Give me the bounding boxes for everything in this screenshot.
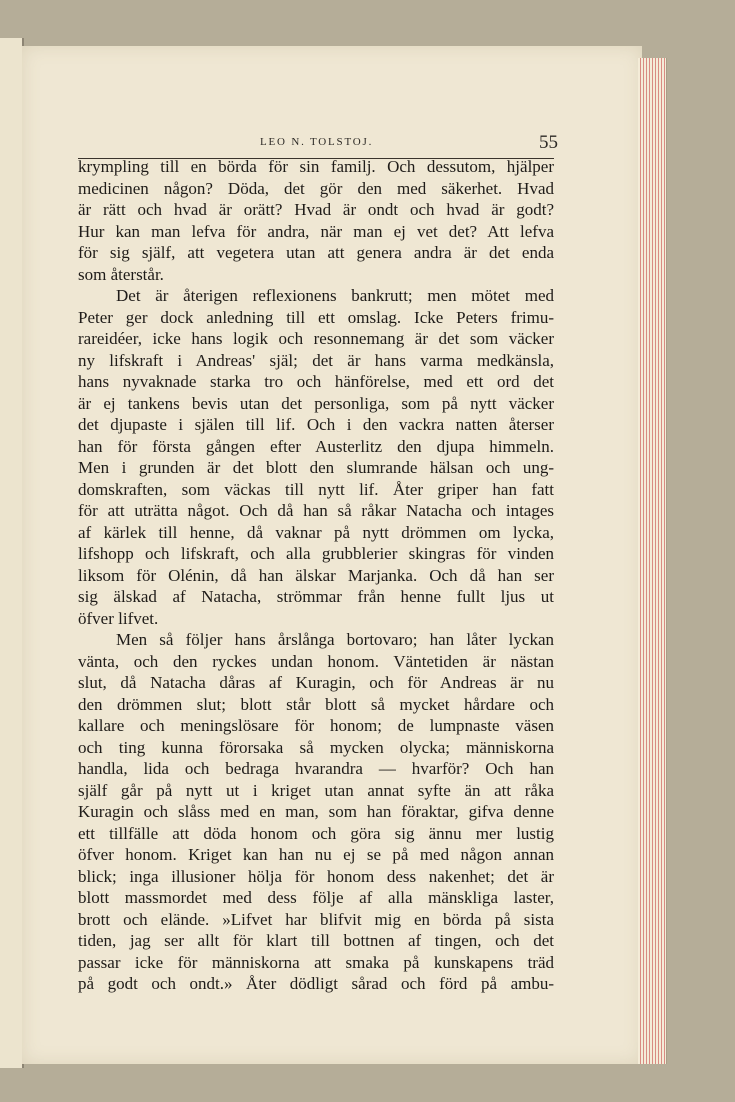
text-line: för sig själf, att vegetera utan att genera andra är det enda: [78, 243, 554, 262]
text-line: handla, lida och bedraga hvarandra — hvarför? Och han: [78, 759, 554, 778]
text-line: domskraften, som väckas till nytt lif. Åter griper han fatt: [78, 479, 554, 499]
text-line: som återstår.: [78, 264, 164, 284]
text-line: är ej tankens bevis utan det personliga, som på nytt väcker: [78, 393, 554, 413]
text-line: ny lifskraft i Andreas' själ; det är hans varma medkänsla,: [78, 350, 554, 370]
text-line: passar icke för människorna att smaka på kunskapens träd: [78, 952, 554, 972]
text-line: blott massmordet med dess följe af alla mänskliga laster,: [78, 888, 554, 907]
text-line: den drömmen slut; blott står blott så mycket hårdare och: [78, 694, 554, 714]
text-line: Kuragin och slåss med en man, som han föraktar, gifva denne: [78, 802, 554, 821]
text-line: Hur kan man lefva för andra, när man ej vet det? Att lefva: [78, 221, 554, 241]
text-line: han för första gången efter Austerlitz den djupa himmeln.: [78, 436, 554, 456]
page-number: 55: [539, 132, 558, 153]
text-line: är rätt och hvad är orätt? Hvad är ondt och hvad är godt?: [78, 200, 554, 219]
text-line: blick; inga illusioner hölja för honom dess nakenhet; det är: [78, 866, 554, 886]
text-line: kallare och meningslösare för honom; de lumpnaste väsen: [78, 716, 554, 735]
text-line: öfver lifvet.: [78, 608, 159, 628]
text-line: Men i grunden är det blott den slumrande hälsan och ung-: [78, 458, 554, 477]
text-line: Men så följer hans årslånga bortovaro; han låter lyckan: [116, 630, 554, 649]
text-line: brott och elände. »Lifvet har blifvit mig en börda på sista: [78, 909, 554, 929]
text-line: vänta, och den ryckes undan honom. Väntetiden är nästan: [78, 651, 554, 671]
text-line: sig älskad af Natacha, strömmar från henne fullt ljus ut: [78, 587, 554, 606]
text-line: och ting kunna förorsaka så mycken olycka; människorna: [78, 737, 554, 757]
text-line: tiden, jag ser allt för klart till bottnen af tingen, och det: [78, 931, 554, 950]
text-line: Peter ger dock anledning till ett omslag. Icke Peters frimu-: [78, 307, 554, 327]
text-line: lifshopp och lifskraft, och alla grubblerier skingras för vinden: [78, 544, 554, 563]
text-line: rareidéer, icke hans logik och resonnemang är det som väcker: [78, 329, 554, 348]
text-line: för att uträtta något. Och då han så råkar Natacha och intages: [78, 501, 554, 520]
text-line: medicinen någon? Döda, det gör den med säkerhet. Hvad: [78, 178, 554, 198]
text-line: hans nyvaknade starka tro och hänförelse, med ett ord det: [78, 372, 554, 391]
text-line: Det är återigen reflexionens bankrutt; men mötet med: [116, 286, 554, 305]
page-stack-edge: [638, 58, 667, 1064]
running-head: LEO N. TOLSTOJ.: [260, 136, 374, 148]
page-header: [78, 132, 558, 159]
text-line: själf går på nytt ut i kriget utan annat syfte än att råka: [78, 780, 554, 800]
body-text: [78, 156, 554, 995]
text-line: af kärlek till henne, då vaknar på nytt drömmen om lycka,: [78, 522, 554, 542]
text-line: det djupaste i själen till lif. Och i den vackra natten återser: [78, 415, 554, 434]
text-line: slut, då Natacha dåras af Kuragin, och för Andreas är nu: [78, 673, 554, 692]
facing-page-edge: [0, 38, 24, 1068]
text-line: krympling till en börda för sin familj. Och dessutom, hjälper: [78, 157, 554, 176]
text-line: på godt och ondt.» Åter dödligt sårad och förd på ambu-: [78, 974, 554, 993]
text-line: öfver honom. Kriget kan han nu ej se på med någon annan: [78, 845, 554, 864]
text-line: ett tillfälle att döda honom och göra sig ännu mer lustig: [78, 823, 554, 843]
text-line: liksom för Olénin, då han älskar Marjanka. Och då han ser: [78, 565, 554, 585]
